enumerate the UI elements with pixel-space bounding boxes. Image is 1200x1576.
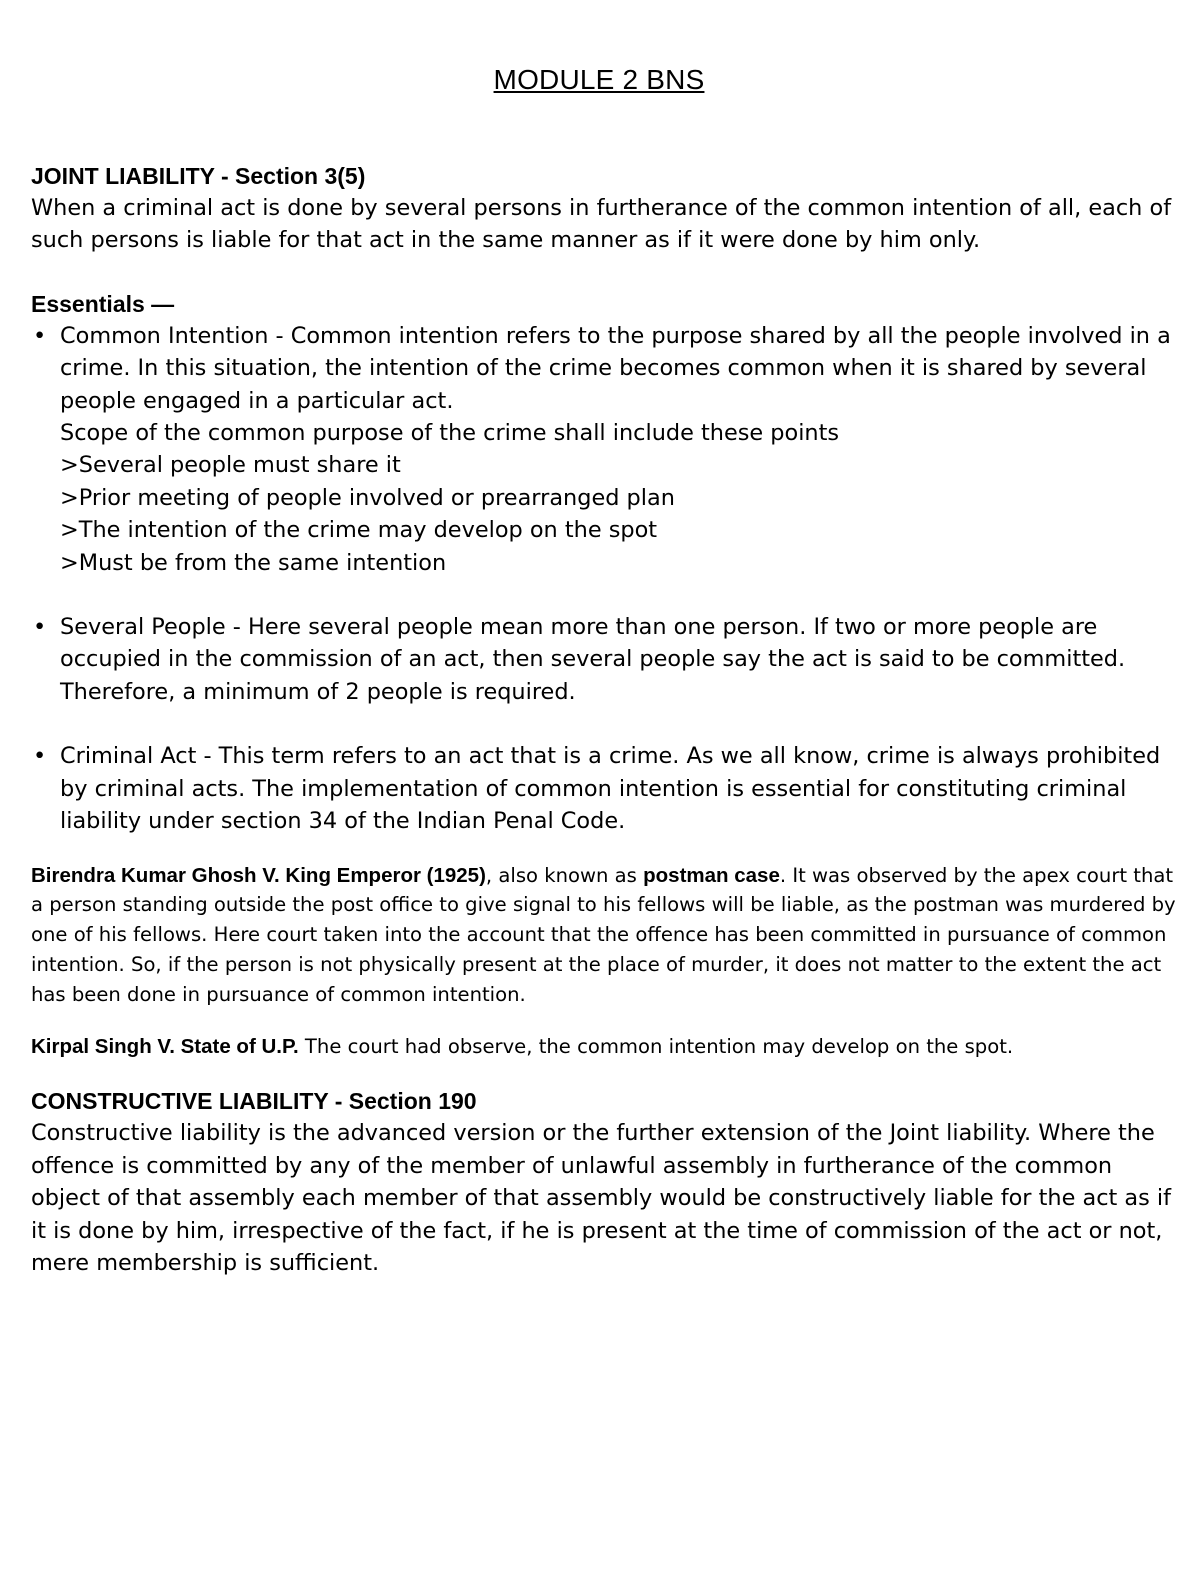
spacer: [31, 579, 1181, 611]
page-title: MODULE 2 BNS: [493, 64, 705, 95]
case-birendra-kumar-ghosh: [31, 861, 1181, 1010]
scope-point: >The intention of the crime may develop on the spot: [60, 517, 658, 544]
document-page: [31, 58, 1181, 1279]
constructive-liability-definition: Constructive liability is the advanced version or the further extension of the Joint liability. Where the offence is committed by any of the member of unlawful assembly in furtherance of the common object of that assembly each member of that assembly would be constructively liable for the act as if it is done by him, irrespective of the fact, if he is present at the time of commission of the act or not, mere membership is sufficient.: [31, 1120, 1172, 1276]
joint-liability-heading: JOINT LIABILITY - Section 3(5): [31, 163, 366, 189]
spacer: [31, 838, 1181, 861]
case-kirpal-singh: [31, 1032, 1181, 1062]
constructive-liability-heading: CONSTRUCTIVE LIABILITY - Section 190: [31, 1088, 477, 1115]
essential-item-text: Criminal Act - This term refers to an act that is a crime. As we all know, crime is always prohibited by criminal acts. The implementation of common intention is essential for constituting criminal liability under section 34 of the Indian Penal Code.: [60, 743, 1161, 835]
essential-item-text: Common Intention - Common intention refers to the purpose shared by all the people involved in a crime. In this situation, the intention of the crime becomes common when it is shared by several people engaged in a particular act.: [60, 322, 1171, 414]
bullet-icon: •: [33, 322, 47, 349]
essential-item-several-people: [31, 611, 1181, 708]
case-connector: , also known as: [485, 863, 644, 887]
spacer: [31, 257, 1181, 288]
case-text: . It was observed by the apex court that a person standing outside the post office to give signal to his fellows will be liable, as the postman was murdered by one of his fellows. Here court taken into the account that the offence has been committed in pursuance of common intention. So, if the person is not physically present at the place of murder, it does not matter to the extent the act has been done in pursuance of common intention.: [31, 863, 1176, 1006]
case-name: Kirpal Singh V. State of U.P.: [31, 1035, 299, 1059]
essentials-heading: Essentials —: [31, 290, 175, 317]
scope-point: >Must be from the same intention: [60, 549, 447, 576]
spacer: [31, 1009, 1181, 1032]
scope-intro: Scope of the common purpose of the crime shall include these points: [60, 420, 840, 447]
scope-point: >Prior meeting of people involved or prearranged plan: [60, 484, 675, 511]
case-text: The court had observe, the common intention may develop on the spot.: [298, 1035, 1014, 1059]
essential-item-common-intention: [31, 320, 1181, 579]
case-alias: postman case: [643, 863, 780, 887]
spacer: [31, 708, 1181, 740]
spacer: [31, 102, 1181, 160]
scope-point: >Several people must share it: [60, 452, 401, 479]
essential-item-criminal-act: [31, 740, 1181, 837]
bullet-icon: •: [33, 614, 47, 641]
case-name: Birendra Kumar Ghosh V. King Emperor (1925): [31, 863, 486, 887]
joint-liability-definition: When a criminal act is done by several persons in furtherance of the common intention of all, each of such persons is liable for that act in the same manner as if it were done by him only.: [31, 195, 1172, 254]
bullet-icon: •: [33, 743, 47, 770]
essential-item-text: Several People - Here several people mean more than one person. If two or more people are occupied in the commission of an act, then several people say the act is said to be committed. Therefore, a minimum of 2 people is required.: [60, 614, 1126, 705]
spacer: [31, 1062, 1181, 1085]
